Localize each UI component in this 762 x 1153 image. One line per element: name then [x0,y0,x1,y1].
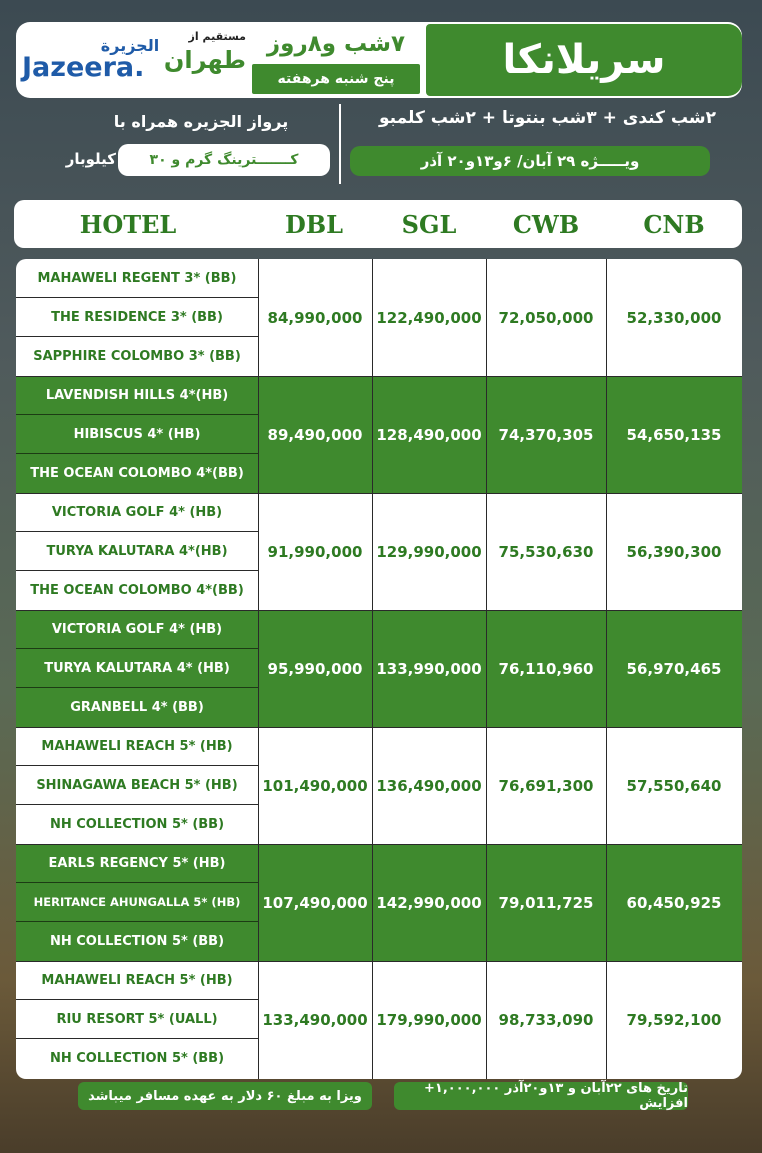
price-sgl: 179,990,000 [376,1010,482,1029]
column-dbl: DBL [285,209,343,239]
direct-from-label: مستقیم از [188,30,246,43]
hotel-name: THE OCEAN COLOMBO 4*(BB) [30,466,244,481]
hotel-name: TURYA KALUTARA 4*(HB) [16,532,258,571]
hotel-name: MAHAWELI REGENT 3* (BB) [16,259,258,298]
hotel-name: SAPPHIRE COLOMBO 3* (BB) [33,349,241,364]
column-cwb: CWB [512,209,580,239]
table-row-group [16,493,742,610]
table-divider [372,259,373,1079]
departure-city: طهران [163,46,246,74]
column-sgl: SGL [401,209,457,239]
table-divider [258,259,259,1079]
subheader-divider [339,104,341,184]
airline-logo: Jazeera. [22,52,145,83]
hotel-name: SHINAGAWA BEACH 5* (HB) [16,766,258,805]
table-divider [16,844,742,845]
price-dbl: 133,490,000 [262,1010,368,1029]
price-cwb: 72,050,000 [498,308,594,327]
route-summary: ۲شب کندی + ۳شب بنتوتا + ۲شب کلمبو [379,108,716,128]
table-row-group [16,844,742,961]
weekly-departure-strip: پنج شنبه هرهفته [252,64,420,94]
hotel-name: MAHAWELI REACH 5* (HB) [16,727,258,766]
price-cwb: 79,011,725 [498,893,594,912]
hotel-name: THE RESIDENCE 3* (BB) [16,298,258,337]
visa-note: ویزا به مبلغ ۶۰ دلار به عهده مسافر میباشد [78,1082,372,1110]
table-divider [16,961,742,962]
nights-days-title: ۷شب و۸روز [266,31,406,57]
flight-info: پرواز الجزیره همراه با [113,112,289,131]
hotel-name: NH COLLECTION 5* (BB) [49,1051,225,1066]
price-cwb: 75,530,630 [498,542,594,561]
hotel-name: TURYA KALUTARA 4* (HB) [16,649,258,688]
price-sgl: 122,490,000 [376,308,482,327]
table-row-group [16,376,742,493]
price-cwb: 74,370,305 [498,425,594,444]
price-sgl: 136,490,000 [376,776,482,795]
table-divider [606,259,607,1079]
price-sgl: 133,990,000 [376,659,482,678]
table-row-group [16,727,742,844]
price-cnb: 60,450,925 [626,893,722,912]
price-dbl: 89,490,000 [267,425,363,444]
destination-banner: سریلانکا [426,24,742,96]
baggage-info: کیلوبار [65,150,116,168]
hotel-name: VICTORIA GOLF 4* (HB) [16,493,258,532]
travel-dates-pill: ویـــــژه ۲۹ آبان/ ۶و۱۳و۲۰ آذر [350,146,710,176]
price-cwb: 98,733,090 [498,1010,594,1029]
price-dbl: 95,990,000 [267,659,363,678]
catering-pill: کـــــــترینگ گرم و ۳۰ [118,144,330,176]
price-cwb: 76,691,300 [498,776,594,795]
column-cnb: CNB [643,209,705,239]
price-table [16,259,742,1079]
hotel-name: EARLS REGENCY 5* (HB) [16,844,258,883]
table-row-group [16,961,742,1078]
table-divider [16,493,742,494]
hotel-name: NH COLLECTION 5* (BB) [49,934,225,949]
price-cnb: 56,970,465 [626,659,722,678]
table-divider [16,376,742,377]
price-dbl: 91,990,000 [267,542,363,561]
price-dbl: 107,490,000 [262,893,368,912]
hotel-name: RIU RESORT 5* (UALL) [16,1000,258,1039]
price-dbl: 101,490,000 [262,776,368,795]
price-sgl: 128,490,000 [376,425,482,444]
hotel-name: MAHAWELI REACH 5* (HB) [16,961,258,1000]
table-divider [16,727,742,728]
hotel-name: LAVENDISH HILLS 4*(HB) [16,376,258,415]
price-sgl: 129,990,000 [376,542,482,561]
price-cnb: 57,550,640 [626,776,722,795]
table-row-group [16,610,742,727]
hotel-name: HIBISCUS 4* (HB) [16,415,258,454]
hotel-name: THE OCEAN COLOMBO 4*(BB) [30,583,244,598]
price-cwb: 76,110,960 [498,659,594,678]
price-cnb: 56,390,300 [626,542,722,561]
column-hotel: HOTEL [79,209,177,239]
airline-logo-arabic: الجزيرة [100,36,160,55]
price-cnb: 79,592,100 [626,1010,722,1029]
hotel-name: HERITANCE AHUNGALLA 5* (HB) [16,883,258,922]
table-divider [486,259,487,1079]
hotel-name: NH COLLECTION 5* (BB) [49,817,225,832]
table-row-group [16,259,742,376]
price-sgl: 142,990,000 [376,893,482,912]
table-divider [16,610,742,611]
hotel-name: VICTORIA GOLF 4* (HB) [16,610,258,649]
surcharge-note: تاریخ های ۲۲آبان و ۱۳و۲۰آذر ۱,۰۰۰,۰۰۰+ افزایش [394,1082,688,1110]
price-cnb: 54,650,135 [626,425,722,444]
price-dbl: 84,990,000 [267,308,363,327]
price-cnb: 52,330,000 [626,308,722,327]
hotel-name: GRANBELL 4* (BB) [70,700,204,715]
